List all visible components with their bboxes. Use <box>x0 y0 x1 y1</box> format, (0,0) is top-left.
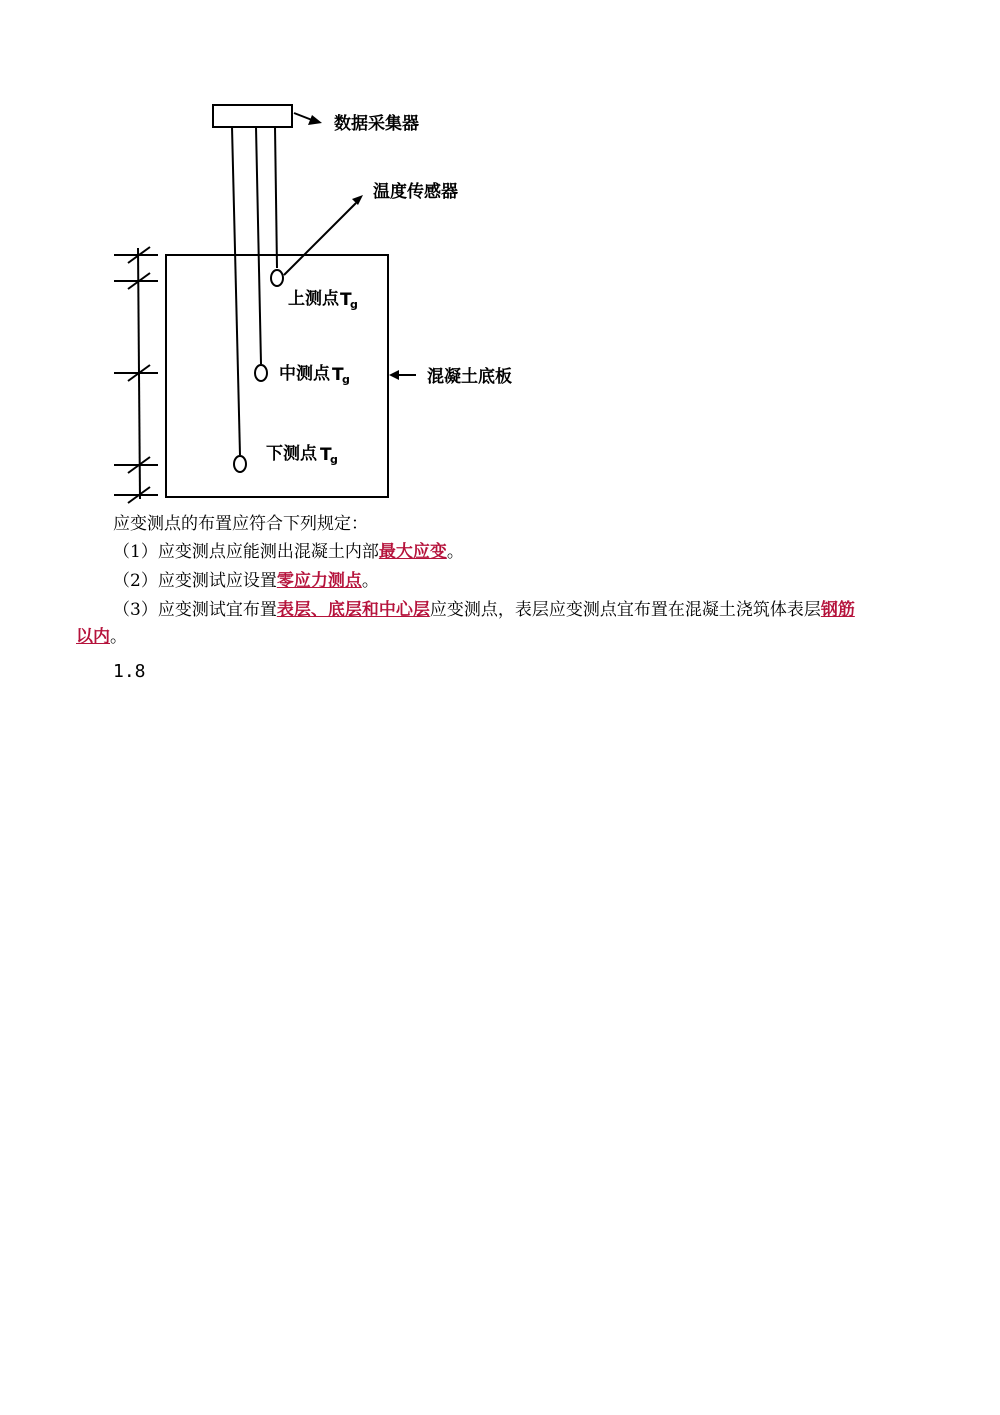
item1-suffix: 。 <box>446 542 464 562</box>
middle-point-subscript: g <box>342 373 350 386</box>
section-number: 1.8 <box>113 661 146 682</box>
middle-point-label: 中测点 <box>279 364 330 384</box>
item3-highlight-within: 以内 <box>76 627 110 647</box>
item3-highlight-layers: 表层、底层和中心层 <box>276 600 430 620</box>
intro-paragraph: 应变测点的布置应符合下列规定： <box>113 514 368 534</box>
item1-text: （1）应变测点应能测出混凝土内部 <box>113 542 379 562</box>
item3-text: （3）应变测试宜布置 <box>113 600 277 620</box>
rule-item-3-continuation <box>76 626 127 648</box>
top-point-subscript: g <box>350 298 358 311</box>
bottom-measurement-point <box>234 456 246 472</box>
sensor-label: 温度传感器 <box>373 182 458 202</box>
item2-suffix: 。 <box>361 571 379 591</box>
sensor-layout-diagram <box>100 95 540 510</box>
top-measurement-point <box>271 270 283 286</box>
dimension-ticks <box>114 247 158 503</box>
cable-bottom <box>232 127 240 455</box>
data-collector-box <box>213 105 292 127</box>
rule-item-1 <box>113 541 464 563</box>
item2-highlight: 零应力测点 <box>276 571 362 591</box>
bottom-point-subscript: g <box>330 453 338 466</box>
item1-highlight: 最大应变 <box>378 542 447 562</box>
middle-measurement-point <box>255 365 267 381</box>
middle-point-symbol: T <box>332 365 344 385</box>
bottom-point-symbol: T <box>320 445 332 465</box>
item3-highlight-rebar: 钢筋 <box>820 600 855 620</box>
cable-top <box>275 127 277 268</box>
collector-arrowhead <box>308 115 322 125</box>
rule-item-3 <box>113 599 855 621</box>
rule-item-2 <box>113 570 379 592</box>
collector-label: 数据采集器 <box>334 114 419 134</box>
collector-pointer <box>294 113 312 120</box>
cable-middle <box>256 127 261 364</box>
item3-suffix: 。 <box>110 627 127 647</box>
top-point-symbol: T <box>340 290 352 310</box>
sensor-arrowhead <box>352 195 363 205</box>
sensor-pointer <box>284 203 356 275</box>
item3-middle-text: 应变测点，表层应变测点宜布置在混凝土浇筑体表层 <box>429 600 821 620</box>
item2-text: （2）应变测试应设置 <box>113 571 277 591</box>
top-point-label: 上测点 <box>288 289 339 309</box>
bottom-point-label: 下测点 <box>266 444 317 464</box>
slab-arrowhead <box>389 370 399 380</box>
slab-label: 混凝土底板 <box>427 367 512 387</box>
